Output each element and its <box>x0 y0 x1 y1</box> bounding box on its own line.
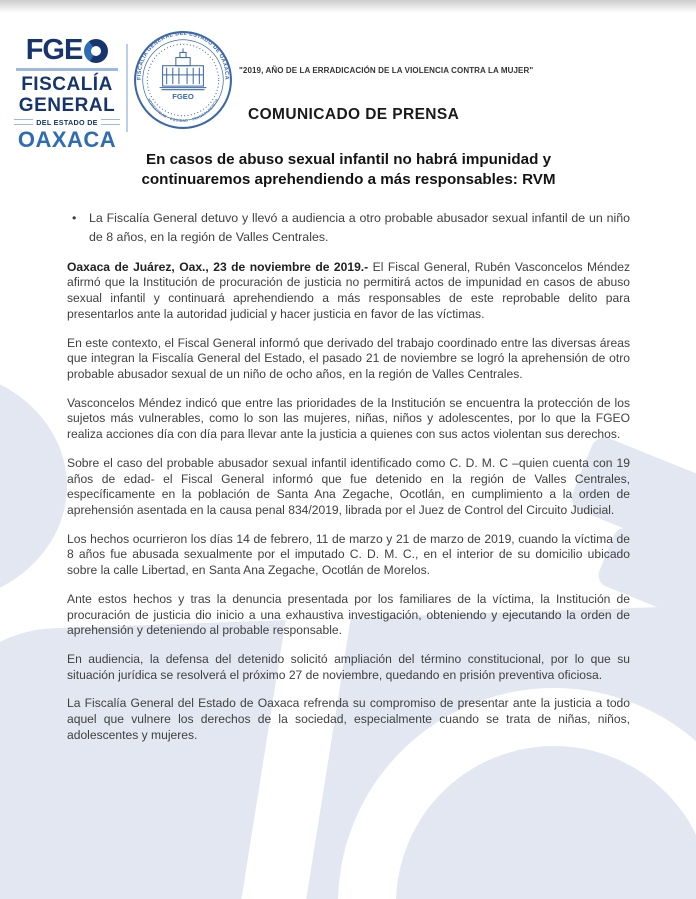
title-line-2: continuaremos aprehendiendo a más responsables: RVM <box>141 171 556 189</box>
fgeo-logo-acronym <box>14 36 120 65</box>
logo-word-fiscalia: FISCALÍA <box>21 74 113 95</box>
bullet-icon: • <box>72 211 77 226</box>
logo-word-general: GENERAL <box>18 95 116 117</box>
paragraph-text: El Fiscal General, Rubén Vasconcelos Méndez afirmó que la Institución de procuración de justicia no permitirá actos de impunidad en casos de abuso sexual infantil y continuará aprehendiendo a más responsables de este reprobable delito para presentarlos ante la autoridad judicial y hacer justicia en favor de las víctimas. <box>67 259 631 321</box>
paragraph-text: Vasconcelos Méndez indicó que entre las prioridades de la Institución se encuentra la protección de los sujetos más vulnerables, como lo son las mujeres, niñas, niños y adolescentes, por lo que la FGEO realiza acciones día con día para llevar ante la justicia a quienes con sus actos violentan sus derechos. <box>67 395 630 442</box>
fgeo-logo <box>14 36 120 151</box>
seal-ring-top-text: FISCALÍA GENERAL DEL ESTADO DE OAXACA <box>136 30 230 81</box>
press-release-body <box>67 150 630 756</box>
logo-word-estado <box>14 118 120 127</box>
logo-word-oaxaca: OAXACA <box>17 126 117 152</box>
paragraph-text: La Fiscalía General del Estado de Oaxaca refrenda su compromiso de presentar ante la justicia a todo aquel que vulnere los derechos de la sociedad, especialmente cuando se trata de niñas, niños, adolescentes y mujeres. <box>67 696 630 742</box>
press-release-title <box>67 150 630 190</box>
body-paragraph <box>67 396 630 443</box>
body-paragraph <box>67 696 630 743</box>
paragraph-text: Los hechos ocurrieron los días 14 de febrero, 11 de marzo y 21 de marzo de 2019, cuando la víctima de 8 años fue abusada sexualmente por el imputado C. D. M. C., en el interior de su domicilio ubicado sobre la calle Libertad, en Santa Ana Zegache, Ocotlán de Morelos. <box>67 531 630 578</box>
body-paragraph <box>67 456 630 519</box>
body-paragraph <box>67 532 630 579</box>
paragraph-text: En audiencia, la defensa del detenido solicitó ampliación del término constitucional, por lo que su situación jurídica se resolverá el próximo 27 de noviembre, quedando en prisión preventiva oficiosa. <box>67 652 630 682</box>
seal-acronym-text: FGEO <box>172 91 194 101</box>
fgeo-o-icon <box>84 39 108 63</box>
fgeo-acronym-text: FGE <box>25 34 83 66</box>
estado-line-left <box>14 119 33 125</box>
paragraph-text: Sobre el caso del probable abusador sexual infantil identificado como C. D. M. C –quien cuenta con 19 años de edad- el Fiscal General informó que fue detenido en la región de Valles Centrales, específicamente en la población de Santa Ana Zegache, Ocotlán, en cumplimiento a la orden de aprehensión asentada en la causa penal 834/2019, librada por el Juez de Control del Circuito Judicial. <box>67 455 630 517</box>
bullet-text: La Fiscalía General detuvo y llevó a audiencia a otro probable abusador sexual infantil de un niño de 8 años, en la región de Valles Centrales. <box>89 211 630 245</box>
estado-line-right <box>101 119 120 125</box>
header-vertical-divider <box>126 44 128 132</box>
document-type-heading: COMUNICADO DE PRENSA <box>248 106 460 123</box>
body-paragraph <box>67 336 630 383</box>
logo-divider-rule <box>16 68 118 71</box>
top-edge-shadow <box>0 0 696 13</box>
paragraph-text: Ante estos hechos y tras la denuncia presentada por los familiares de la víctima, la Institución de procuración de justicia dio inicio a una exhaustiva investigación, obteniendo y ejecutando la orden de aprehensión y deteniendo al probable responsable. <box>67 591 630 638</box>
body-paragraph <box>67 652 630 683</box>
logo-estado-text: DEL ESTADO DE <box>36 117 98 127</box>
fgeo-seal-icon <box>132 26 234 134</box>
body-paragraph <box>67 592 630 639</box>
paragraph-text: En este contexto, el Fiscal General informó que derivado del trabajo coordinado entre las diversas áreas que integran la Fiscalía General del Estado, el pasado 21 de noviembre se logró la aprehensión de otro probable abusador sexual de un niño de ocho años, en la región de Valles Centrales. <box>67 335 630 381</box>
seal-ring-bottom-text: HONESTIDAD · EQUIDAD · TRANSPARENCIA <box>146 97 220 123</box>
year-legend: "2019, AÑO DE LA ERRADICACIÓN DE LA VIOLENCIA CONTRA LA MUJER" <box>239 66 534 75</box>
watermark-left-swoosh <box>0 368 67 604</box>
body-paragraph <box>67 260 630 323</box>
title-line-1: En casos de abuso sexual infantil no habrá impunidad y <box>145 151 552 168</box>
dateline-lead: Oaxaca de Juárez, Oax., 23 de noviembre de 2019.- <box>67 259 369 274</box>
summary-bullet <box>67 209 630 246</box>
